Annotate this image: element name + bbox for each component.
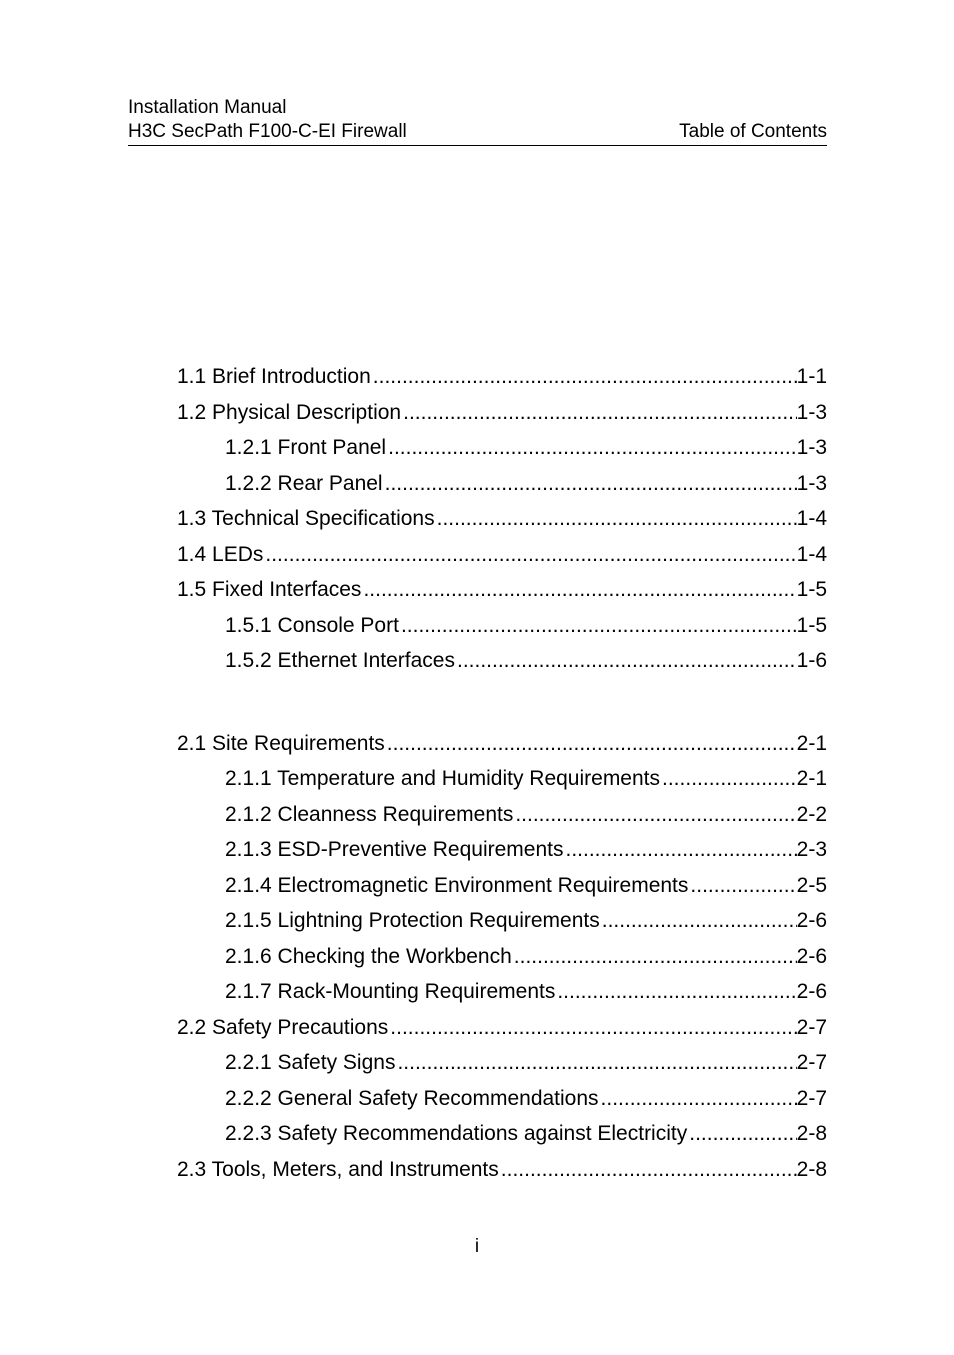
toc-entry-title: 1.2.1 Front Panel (225, 436, 387, 459)
toc-entry-page: 1-4 (796, 507, 827, 530)
toc-entry-page: 2-5 (796, 873, 827, 897)
toc-entry-title: 2.1.6 Checking the Workbench (225, 944, 512, 968)
toc-entry-page: 1-5 (796, 578, 827, 601)
toc-entry-title: 1.3 Technical Specifications (177, 507, 435, 530)
toc-entry-page: 2-1 (796, 767, 827, 790)
toc-entry[interactable] (177, 903, 827, 939)
toc-leader-dots (383, 466, 797, 502)
toc-entry-title: 1.2.2 Rear Panel (225, 471, 383, 495)
toc-entry[interactable] (177, 501, 827, 537)
toc-entry-page: 2-8 (796, 1157, 827, 1181)
toc-leader-dots (386, 430, 797, 466)
toc-entry[interactable] (177, 1116, 827, 1152)
toc-entry-page: 2-6 (796, 980, 827, 1003)
toc-chapter-1 (177, 359, 827, 679)
toc-entry-title: 1.1 Brief Introduction (177, 365, 371, 388)
toc-leader-dots (499, 1152, 797, 1188)
toc-entry-page: 1-1 (796, 365, 827, 388)
page-number: i (474, 1236, 480, 1257)
toc-entry-page: 2-7 (796, 1015, 827, 1039)
toc-entry-title: 1.5.1 Console Port (225, 613, 399, 637)
toc-leader-dots (435, 501, 797, 537)
toc-entry-page: 1-3 (796, 436, 827, 459)
toc-entry[interactable] (177, 832, 827, 868)
toc-entry-page: 2-3 (796, 838, 827, 861)
toc-entry-page: 1-4 (796, 542, 827, 566)
toc-leader-dots (395, 1045, 796, 1081)
toc-entry[interactable] (177, 868, 827, 904)
toc-entry[interactable] (177, 395, 827, 431)
toc-entry-title: 1.5.2 Ethernet Interfaces (225, 649, 455, 672)
toc-entry[interactable] (177, 359, 827, 395)
toc-leader-dots (600, 903, 797, 939)
toc-entry-page: 2-6 (796, 944, 827, 968)
toc-entry-title: 2.1.1 Temperature and Humidity Requirements (225, 767, 661, 790)
toc-entry[interactable] (177, 761, 827, 797)
toc-leader-dots (564, 832, 797, 868)
section-name: Table of Contents (679, 121, 827, 142)
product-name: H3C SecPath F100-C-EI Firewall (128, 121, 407, 142)
toc-entry-title: 2.2.2 General Safety Recommendations (225, 1086, 599, 1110)
toc-leader-dots (385, 726, 797, 762)
table-of-contents (177, 359, 827, 1187)
toc-entry[interactable] (177, 430, 827, 466)
toc-entry-title: 1.2 Physical Description (177, 400, 402, 424)
toc-entry-title: 1.5 Fixed Interfaces (177, 578, 362, 601)
toc-leader-dots (263, 537, 796, 573)
toc-entry-title: 2.2.1 Safety Signs (225, 1051, 396, 1074)
toc-leader-dots (688, 868, 796, 904)
toc-entry-title: 2.1.2 Cleanness Requirements (225, 802, 514, 826)
toc-entry[interactable] (177, 797, 827, 833)
toc-entry[interactable] (177, 537, 827, 573)
page-header (128, 96, 827, 146)
toc-leader-dots (401, 395, 797, 431)
toc-entry[interactable] (177, 726, 827, 762)
toc-entry-page: 2-1 (796, 731, 827, 755)
toc-entry-page: 1-3 (796, 400, 827, 424)
toc-entry-page: 2-7 (796, 1086, 827, 1110)
toc-entry[interactable] (177, 939, 827, 975)
toc-entry-page: 1-6 (796, 649, 827, 672)
toc-entry[interactable] (177, 1045, 827, 1081)
toc-leader-dots (660, 761, 797, 797)
toc-chapter-2 (177, 726, 827, 1188)
manual-title: Installation Manual (128, 97, 287, 118)
toc-leader-dots (599, 1081, 797, 1117)
toc-entry[interactable] (177, 1010, 827, 1046)
toc-entry[interactable] (177, 643, 827, 679)
toc-entry-title: 2.1.5 Lightning Protection Requirements (225, 909, 600, 932)
toc-leader-dots (371, 359, 797, 395)
toc-leader-dots (388, 1010, 796, 1046)
toc-entry[interactable] (177, 974, 827, 1010)
toc-entry-page: 2-2 (796, 802, 827, 826)
toc-leader-dots (399, 608, 797, 644)
toc-entry[interactable] (177, 466, 827, 502)
toc-entry[interactable] (177, 572, 827, 608)
toc-entry[interactable] (177, 608, 827, 644)
toc-entry-title: 2.1 Site Requirements (177, 731, 385, 755)
toc-entry-page: 2-6 (796, 909, 827, 932)
toc-leader-dots (361, 572, 796, 608)
header-row (128, 120, 827, 144)
toc-entry-title: 1.4 LEDs (177, 542, 264, 566)
toc-leader-dots (455, 643, 797, 679)
toc-entry-title: 2.1.4 Electromagnetic Environment Requirements (225, 873, 689, 897)
toc-entry[interactable] (177, 1081, 827, 1117)
toc-entry-page: 1-3 (796, 471, 827, 495)
toc-leader-dots (687, 1116, 796, 1152)
toc-entry-title: 2.1.3 ESD-Preventive Requirements (225, 838, 564, 861)
toc-entry-title: 2.3 Tools, Meters, and Instruments (177, 1157, 499, 1181)
toc-leader-dots (555, 974, 796, 1010)
toc-leader-dots (513, 797, 796, 833)
toc-entry-title: 2.2.3 Safety Recommendations against Electricity (225, 1122, 688, 1145)
toc-entry-page: 1-5 (796, 613, 827, 637)
toc-entry-title: 2.2 Safety Precautions (177, 1015, 389, 1039)
toc-entry-page: 2-8 (796, 1122, 827, 1145)
toc-entry[interactable] (177, 1152, 827, 1188)
toc-leader-dots (512, 939, 797, 975)
toc-entry-page: 2-7 (796, 1051, 827, 1074)
toc-entry-title: 2.1.7 Rack-Mounting Requirements (225, 980, 556, 1003)
